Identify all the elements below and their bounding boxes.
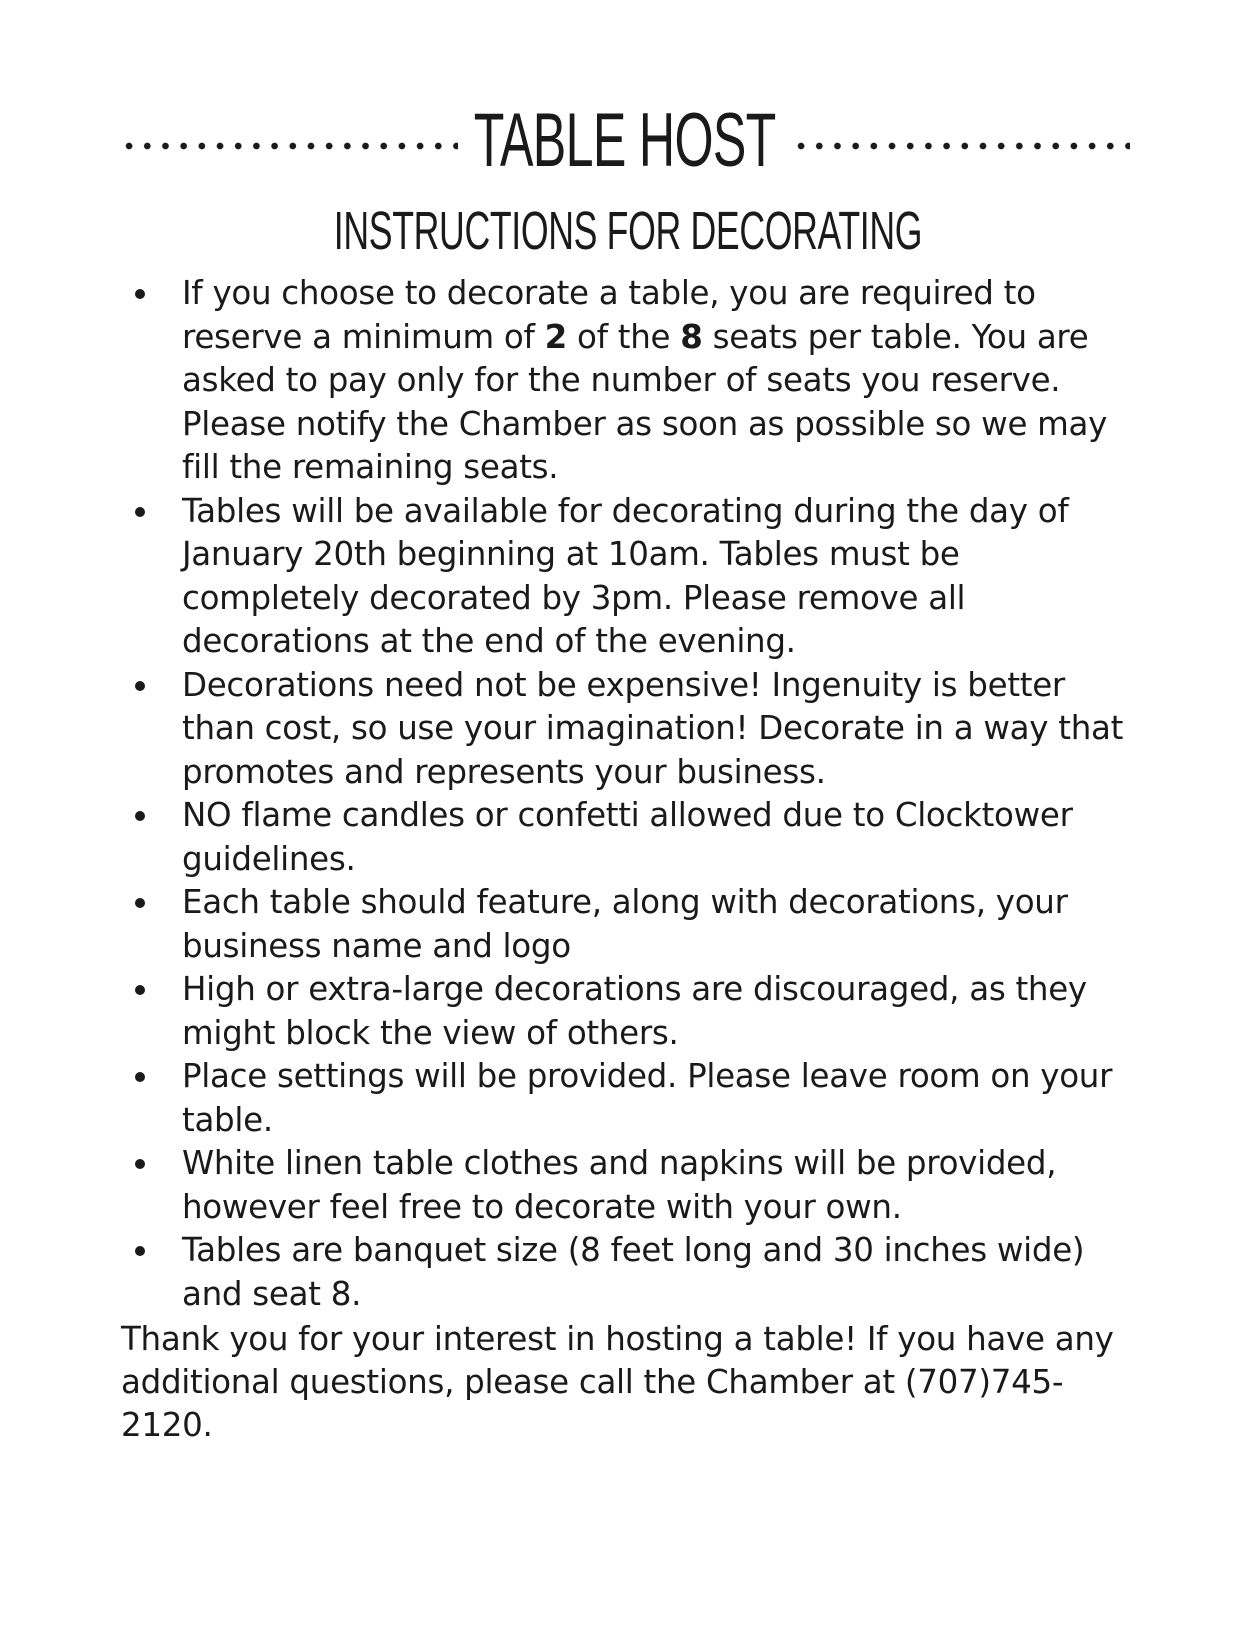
list-item-text: High or extra-large decorations are discouraged, as they might block the view of others. — [182, 970, 1087, 1052]
list-item — [126, 1229, 1136, 1316]
list-item-text: of the — [567, 317, 681, 356]
page-title: TABLE HOST — [474, 98, 776, 183]
list-item — [126, 968, 1136, 1055]
list-item-text: White linen table clothes and napkins will be provided, however feel free to decorate with your own. — [182, 1144, 1057, 1226]
list-item-text: Tables are banquet size (8 feet long and 30 inches wide) and seat 8. — [182, 1231, 1085, 1313]
title-row — [120, 96, 1130, 186]
bullet-icon — [135, 507, 145, 517]
page-subtitle: INSTRUCTIONS FOR DECORATING — [333, 201, 923, 261]
bullet-icon — [135, 681, 145, 691]
list-item — [126, 490, 1136, 664]
list-item — [126, 1055, 1136, 1142]
list-item-text: NO flame candles or confetti allowed due to Clocktower guidelines. — [182, 796, 1073, 878]
list-item-text: If you choose to decorate a table, you are required to reserve a minimum of — [182, 274, 1036, 356]
list-item-text: Each table should feature, along with decorations, your business name and logo — [182, 883, 1068, 965]
list-item — [126, 272, 1136, 490]
bullet-icon — [135, 1159, 145, 1169]
list-item — [126, 1142, 1136, 1229]
bullet-icon — [135, 811, 145, 821]
bullet-icon — [135, 898, 145, 908]
closing-paragraph: Thank you for your interest in hosting a table! If you have any additional questions, please call the Chamber at (707)745-2120. — [121, 1320, 1114, 1444]
list-item — [126, 794, 1136, 881]
minimum-seats-value: 2 — [544, 317, 567, 356]
bullet-icon — [135, 985, 145, 995]
bullet-icon — [135, 1072, 145, 1082]
list-item-text: Place settings will be provided. Please leave room on your table. — [182, 1057, 1113, 1139]
list-item — [126, 881, 1136, 968]
list-item — [126, 664, 1136, 795]
dotted-divider-left — [120, 142, 458, 150]
list-item-text: Decorations need not be expensive! Ingenuity is better than cost, so use your imagination! Decorate in a way that promotes and represents your business. — [182, 665, 1124, 791]
list-item-text: Tables will be available for decorating during the day of January 20th beginning at 10am. Tables must be completely decorated by 3pm. Please remove all decorations at the end of the evening. — [182, 491, 1069, 660]
bullet-icon — [135, 1246, 145, 1256]
instructions-list — [126, 272, 1136, 1316]
bullet-icon — [135, 289, 145, 299]
total-seats-value: 8 — [680, 317, 703, 356]
dotted-divider-right — [792, 142, 1130, 150]
list-item-text: seats per table. You are asked to pay only for the number of seats you reserve. Please notify the Chamber as soon as possible so we may fill the remaining seats. — [182, 317, 1108, 486]
